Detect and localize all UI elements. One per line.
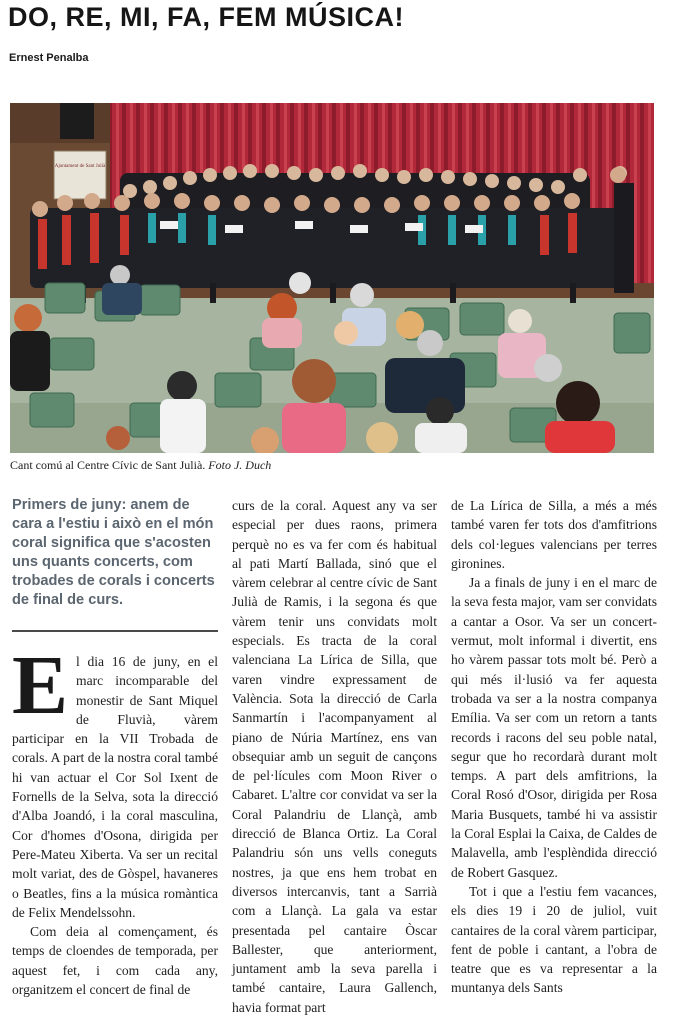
caption-credit: Foto J. Duch <box>208 458 272 472</box>
article-lead: Primers de juny: anem de cara a l'estiu i això en el món coral significa que s'acosten uns quants concerts, com trobades de corals i concerts de final de curs. <box>12 497 215 608</box>
article-column-1 <box>12 496 218 999</box>
article-column-3 <box>451 496 657 998</box>
article-title: DO, RE, MI, FA, FEM MÚSICA! <box>8 2 404 32</box>
article-column-2 <box>232 496 437 1017</box>
article-author: Ernest Penalba <box>9 52 89 64</box>
photo-caption <box>10 458 271 473</box>
paragraph-1: l dia 16 de juny, en el marc incomparable del monestir de Sant Miquel de Fluvià, vàrem participar en la VII Trobada de corals. A part de la nostra coral també hi van actuar el Cor Sol Ixent de Fornells de la Selva, sota la direcció d'Alba Joandó, i la coral masculina, Cor d'homes d'Osona, dirigida per Pere-Mateu Xiberta. Va ser un recital molt variat, des de Gòspel, havaneres o Beatles, fins a la música romàntica de Felix Mendelssohn. <box>12 654 218 920</box>
choir-concert-illustration <box>10 103 654 453</box>
paragraph-4: Tot i que a l'estiu fem vacances, els dies 19 i 20 de juliol, vuit cantaires de la coral vàrem participar, fent de poble i cantant, a l'obra de teatre que es va representar a la muntanya dels Sants <box>451 883 657 996</box>
paragraph-2-end: de La Lírica de Silla, a més a més també varen fer tots dos d'amfitrions dels col·legues valencians per terres gironines. <box>451 498 657 571</box>
paragraph-2-start: Com deia al començament, és temps de cloendes de temporada, per aquest fet, i com cada any, organitzem el concert de final de <box>12 924 218 998</box>
article-photo <box>10 103 654 453</box>
paragraph-2-continued: curs de la coral. Aquest any va ser especial per dues raons, primera perquè no es va fer com és habitual al pati Martí Ballada, sinó que el vàrem celebrar al centre cívic de Sant Julià de Ramis, i la segona és que vàrem tenir uns convidats molt especials. Es tracta de la coral valenciana La Lírica de Silla, que varen vindre expressament de València. Sota la direcció de Carla Sanmartín i l'acompanyament al piano de Núria Martínez, ens van obsequiar amb un seguit de cançons de pel·lícules com Moon River o Cabaret. L'altre cor convidat va ser la Coral Palandriu de Llançà, amb direcció de Blanca Ortiz. La Coral Palandriu són uns vells coneguts nostres, ja que ens hem trobat en diversos intercanvis, tant a Sarrià com a Llançà. La gala va estar presentada pel cantaire Òscar Ballester, que anteriorment, juntament amb la seva parella i també cantaire, Laura Gallench, havia format part <box>232 498 437 1015</box>
drop-cap: E <box>12 639 69 732</box>
banner-text: Ajuntament de Sant Julià <box>54 164 106 169</box>
caption-text: Cant comú al Centre Cívic de Sant Julià. <box>10 458 206 472</box>
paragraph-3: Ja a finals de juny i en el marc de la seva festa major, vam ser convidats a cantar a Osor. Va ser un concert-vermut, molt informal i divertit, ens ho vàrem passar tots molt bé. Però a qui més il·lusió va fer aquesta trobada va ser a la nostra companya Emília. Va ser com un retorn a tants records i racons del seu poble natal, segur que ho recordarà durant molt temps. A part dels amfitrions, la Coral Rosó d'Osor, dirigida per Rosa Maria Busquets, també hi va assistir la Coral Esplai la Caixa, de Caldes de Malavella, amb l'esplèndida direcció de Robert Gasquez. <box>451 575 657 880</box>
lead-divider <box>12 630 218 632</box>
